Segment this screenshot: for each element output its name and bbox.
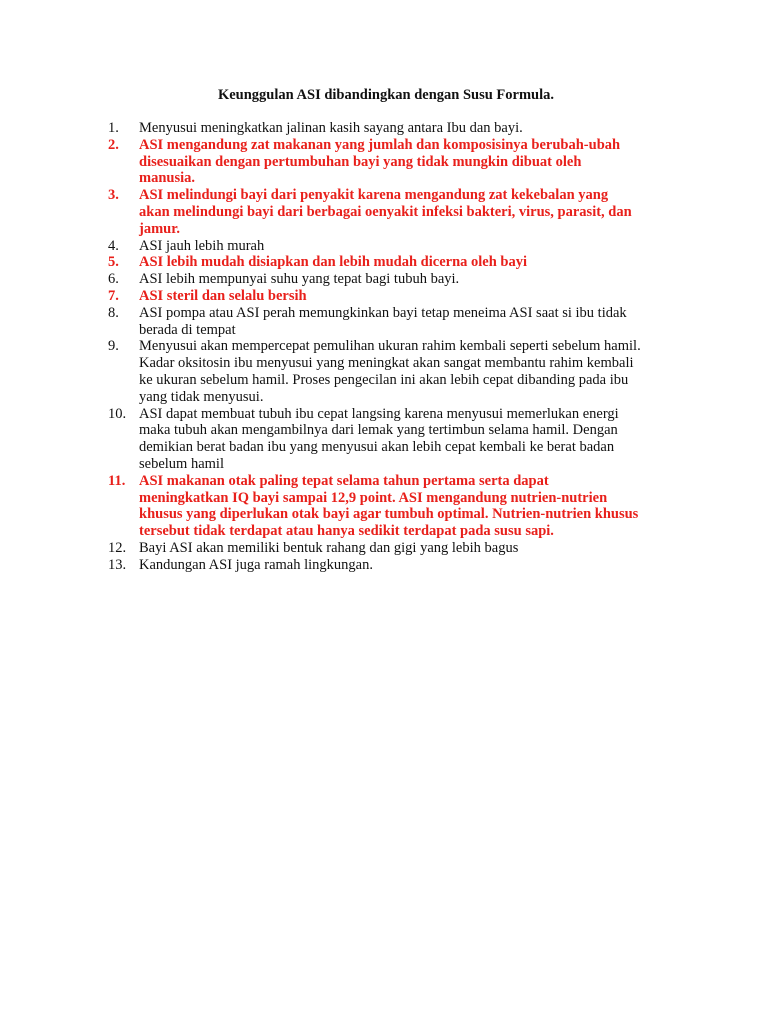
list-item-text: ASI mengandung zat makanan yang jumlah dan komposisinya berubah-ubah disesuaikan dengan pertumbuhan bayi yang tidak mungkin dibuat oleh manusia.: [139, 136, 621, 187]
list-item: [108, 288, 688, 305]
list-item-number: 7.: [108, 287, 119, 304]
list-item-text: ASI makanan otak paling tepat selama tahun pertama serta dapat meningkatkan IQ bayi sampai 12,9 point. ASI mengandung nutrien-nutrien khusus yang diperlukan otak bayi agar tumbuh optimal. Nutrien-nutrien khusus tersebut tidak terdapat atau hanya sedikit terdapat pada susu sapi.: [139, 472, 639, 540]
list-item-number: 1.: [108, 120, 119, 136]
list-item-text: ASI melindungi bayi dari penyakit karena mengandung zat kekebalan yang akan melindungi bayi dari berbagai oenyakit infeksi bakteri, virus, parasit, dan jamur.: [139, 187, 632, 237]
list-item: [108, 137, 688, 187]
list-item-number: 9.: [108, 338, 119, 355]
list-item: [108, 187, 688, 237]
list-item: [108, 120, 688, 137]
list-item-text: Menyusui akan mempercepat pemulihan ukuran rahim kembali seperti sebelum hamil. Kadar oksitosin ibu menyusui yang meningkat akan sangat membantu rahim kembali ke ukuran sebelum hamil. Proses pengecilan ini akan lebih cepat dibanding pada ibu yang tidak menyusui.: [139, 338, 641, 405]
list-item-number: 6.: [108, 271, 119, 288]
list-item-number: 2.: [108, 136, 119, 153]
list-item: [108, 406, 688, 473]
list-item-number: 4.: [108, 237, 119, 254]
list-item: [108, 254, 688, 271]
list-item-number: 3.: [108, 187, 119, 204]
list-item-text: ASI lebih mempunyai suhu yang tepat bagi tubuh bayi.: [139, 271, 460, 288]
list-item: [108, 557, 688, 574]
list-item-text: ASI dapat membuat tubuh ibu cepat langsing karena menyusui memerlukan energi maka tubuh akan mengambilnya dari lemak yang tertimbun selama hamil. Dengan demikian berat badan ibu yang menyusui akan lebih cepat kembali ke berat badan sebelum hamil: [139, 405, 619, 472]
list-item: [108, 271, 688, 288]
list-item-text: Bayi ASI akan memiliki bentuk rahang dan gigi yang lebih bagus: [139, 539, 519, 556]
list-item: [108, 305, 688, 339]
list-item-text: Menyusui meningkatkan jalinan kasih sayang antara Ibu dan bayi.: [139, 120, 523, 136]
list-item-number: 8.: [108, 304, 119, 321]
list-item-text: ASI jauh lebih murah: [139, 237, 265, 254]
list-item-number: 5.: [108, 254, 119, 271]
list-item-text: Kandungan ASI juga ramah lingkungan.: [139, 556, 373, 573]
list-item-text: ASI steril dan selalu bersih: [139, 287, 307, 304]
list-item: [108, 238, 688, 255]
document-title: [0, 85, 768, 105]
list-item-number: 13.: [108, 556, 127, 573]
list-item-number: 12.: [108, 539, 127, 556]
document-title-text: Keunggulan ASI dibandingkan dengan Susu Formula.: [217, 87, 555, 103]
list-item: [108, 473, 688, 540]
list-item: [108, 338, 688, 405]
list-item: [108, 540, 688, 557]
advantages-list: [108, 120, 688, 574]
list-item-number: 10.: [108, 405, 127, 422]
list-item-text: ASI pompa atau ASI perah memungkinkan bayi tetap meneima ASI saat si ibu tidak berada di tempat: [139, 304, 627, 338]
list-item-text: ASI lebih mudah disiapkan dan lebih mudah dicerna oleh bayi: [139, 254, 528, 271]
list-item-number: 11.: [108, 472, 126, 489]
